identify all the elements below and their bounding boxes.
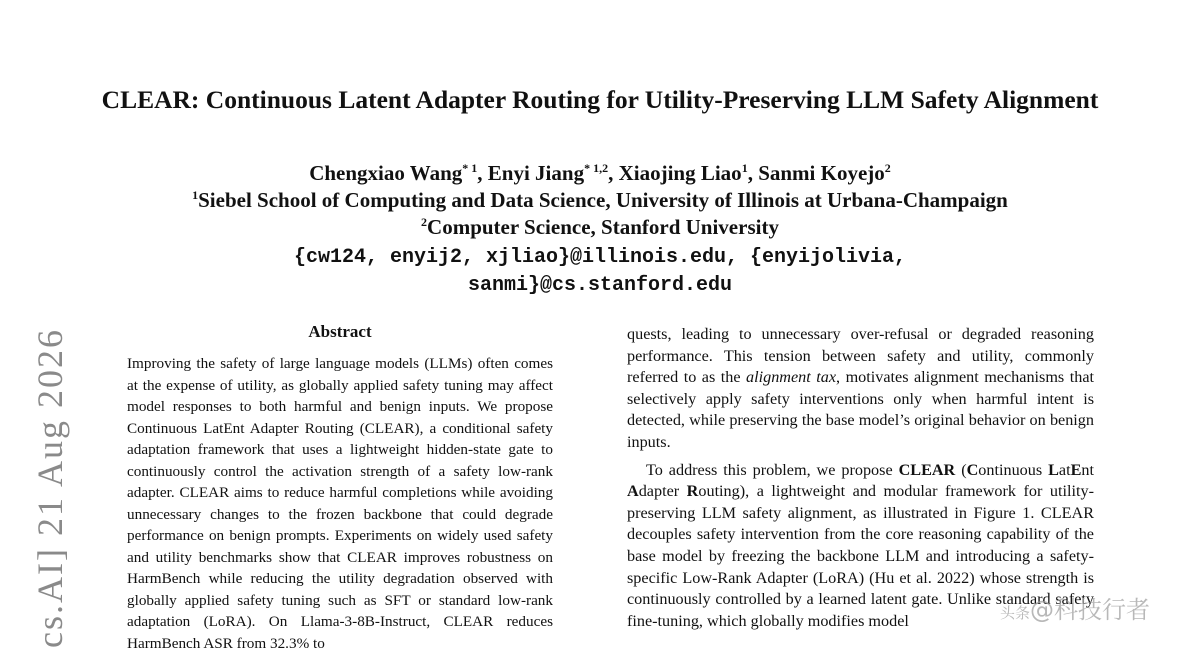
source-watermark xyxy=(1000,590,1150,625)
intro-p2-lead: To address this problem, we propose xyxy=(646,460,899,479)
abstract-text: Improving the safety of large language models (LLMs) often comes at the expense of utility, as globally applied safety tuning may affect model responses to both harmful and benign inputs. We propose Continuous LatEnt Adapter Routing (CLEAR), a conditional safety adaptation framework that uses a lightweight hidden-state gate to continuously control the activation strength of a safety low-rank adapter. CLEAR aims to reduce harmful completions while avoiding unnecessary changes to the frozen backbone that could degrade performance on benign prompts. Experiments on widely used safety and utility benchmarks show that CLEAR improves robustness on HarmBench while reducing the utility degradation observed with globally applied safety tuning such as SFT or standard low-rank adaptation (LoRA). On Llama-3-8B-Instruct, CLEAR reduces HarmBench ASR from 32.3% to xyxy=(127,355,553,652)
author-block xyxy=(100,160,1100,241)
method-name: CLEAR xyxy=(898,460,956,479)
author-affiliation-mark: * 1,2 xyxy=(584,161,609,175)
abstract-heading: Abstract xyxy=(308,322,372,341)
affiliation-text: Computer Science, Stanford University xyxy=(427,215,779,239)
email-line-2: sanmi}@cs.stanford.edu xyxy=(467,274,733,297)
affiliation-mark: 1 xyxy=(192,188,199,202)
introduction-column xyxy=(627,324,1094,632)
author-affiliation-mark: * 1 xyxy=(462,161,478,175)
paper-title: CLEAR: Continuous Latent Adapter Routing for Utility-Preserving LLM Safety Alignment xyxy=(101,85,1099,114)
intro-p1-end: , motivates alignment mechanisms that selectively apply safety interventions only when harmful intent is detected, while preserving the base model’s original behavior on benign inputs. xyxy=(627,368,1094,451)
intro-p2-rest: , a lightweight and modular framework for utility-preserving LLM safety alignment, as illustrated in Figure 1. CLEAR decouples safety intervention from the core reasoning capability of the base model by freezing the backbone LLM and introducing a safety-specific Low-Rank Adapter (LoRA) (Hu et al. 2022) whose strength is continuously controlled by a learned latent gate. Unlike standard safety fine-tuning, which globally modifies model xyxy=(627,482,1094,630)
watermark-handle: @科技行者 xyxy=(1030,596,1151,624)
author-affiliation-mark: 1 xyxy=(741,161,748,175)
arxiv-stamp: cs.AI] 21 Aug 2026 xyxy=(30,328,70,648)
abstract-column xyxy=(127,353,553,654)
email-line-1: {cw124, enyij2, xjliao}@illinois.edu, {enyijolivia, xyxy=(293,246,907,269)
author-list: Chengxiao Wang$^{* 1}$, Enyi Jiang$^{* 1,2}$, Xiaojing Liao$^1$, Sanmi Koyejo$^2$ xyxy=(309,161,891,185)
intro-paragraph-1 xyxy=(627,324,1094,454)
watermark-prefix: 头条 xyxy=(1000,604,1031,622)
affiliation-mark: 2 xyxy=(421,215,428,229)
author-name: Enyi Jiang xyxy=(487,161,585,185)
author-affiliation-mark: 2 xyxy=(884,161,891,175)
email-block xyxy=(100,244,1100,300)
author-name: Chengxiao Wang xyxy=(309,161,463,185)
author-name: Xiaojing Liao xyxy=(618,161,742,185)
intro-p1-start: quests, leading to unnecessary over-refusal or degraded reasoning performance. This tension between safety and utility, commonly referred to as the xyxy=(627,325,1094,387)
affiliation-2 xyxy=(100,214,1100,241)
alignment-tax-term: alignment tax xyxy=(746,368,837,387)
affiliation-1 xyxy=(100,187,1100,214)
intro-paragraph-2: To address this problem, we propose CLEAR (Continuous LatEnt Adapter Routing), a lightweight and modular framework for utility-preserving LLM safety alignment, as illustrated in Figure 1. CLEAR decouples safety intervention from the core reasoning capability of the base model by freezing the backbone LLM and introducing a safety-specific Low-Rank Adapter (LoRA) (Hu et al. 2022) whose strength is continuously controlled by a learned latent gate. Unlike standard safety fine-tuning, which globally modifies model xyxy=(627,460,1095,630)
affiliation-text: Siebel School of Computing and Data Science, University of Illinois at Urbana-Champaign xyxy=(198,188,1008,212)
author-name: Sanmi Koyejo xyxy=(758,161,885,185)
